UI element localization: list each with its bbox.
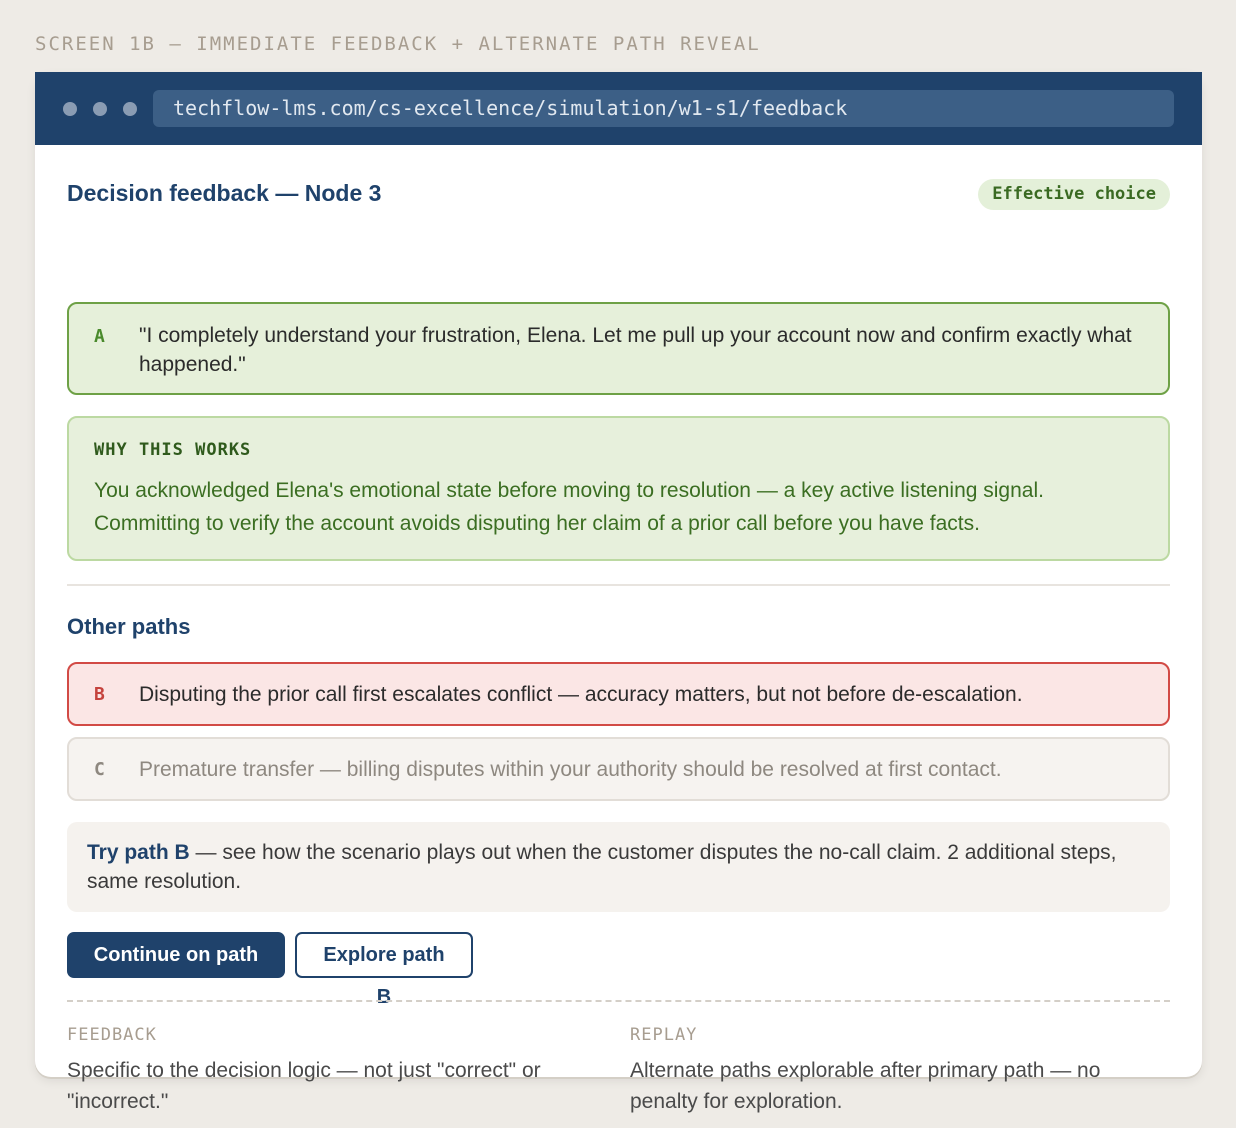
tip-strong: Try path B [87, 841, 190, 864]
feedback-panel [67, 145, 1170, 1113]
window-maximize-dot[interactable] [123, 102, 137, 116]
feedback-title: Decision feedback — Node 3 [67, 180, 382, 206]
why-body: You acknowledged Elena's emotional state before moving to resolution — a key active listening signal. Committing to verify the account avoids disputing her claim of a prior call before you have facts. [94, 479, 1044, 535]
explore-path-b-button[interactable]: Explore path B [295, 932, 473, 978]
notes-divider [67, 1000, 1170, 1002]
continue-path-a-button[interactable]: Continue on path A [67, 932, 285, 978]
option-letter: A [94, 326, 105, 347]
screen-label: SCREEN 1B — IMMEDIATE FEEDBACK + ALTERNATE PATH REVEAL [35, 33, 761, 55]
option-text: Disputing the prior call first escalates conflict — accuracy matters, but not before de-escalation. [139, 683, 1023, 706]
replay-note [630, 1025, 1150, 1117]
note-text: Specific to the decision logic — not just "correct" or "incorrect." [67, 1059, 541, 1113]
note-text: Alternate paths explorable after primary path — no penalty for exploration. [630, 1059, 1101, 1113]
option-text: Premature transfer — billing disputes within your authority should be resolved at first contact. [139, 758, 1002, 781]
note-label: FEEDBACK [67, 1025, 157, 1045]
option-letter: C [94, 759, 105, 780]
window-minimize-dot[interactable] [93, 102, 107, 116]
option-text: "I completely understand your frustration, Elena. Let me pull up your account now and confirm exactly what happened." [139, 324, 1132, 376]
option-letter: B [94, 684, 105, 705]
note-label: REPLAY [630, 1025, 698, 1045]
other-path-b[interactable] [67, 662, 1170, 726]
other-path-c[interactable] [67, 737, 1170, 801]
browser-titlebar [35, 72, 1202, 145]
feedback-header [67, 145, 1170, 235]
why-heading: WHY THIS WORKS [94, 440, 252, 460]
selected-option-a [67, 302, 1170, 395]
other-paths-title: Other paths [67, 614, 191, 639]
url-bar[interactable]: techflow-lms.com/cs-excellence/simulation/w1-s1/feedback [153, 90, 1174, 127]
why-this-works-box [67, 416, 1170, 561]
try-path-tip [67, 822, 1170, 912]
tip-text: — see how the scenario plays out when the customer disputes the no-call claim. 2 additional steps, same resolution. [87, 841, 1117, 893]
effective-choice-badge: Effective choice [978, 179, 1170, 210]
feedback-note [67, 1025, 587, 1117]
section-divider [67, 584, 1170, 586]
window-close-dot[interactable] [63, 102, 77, 116]
browser-window [35, 72, 1202, 1113]
